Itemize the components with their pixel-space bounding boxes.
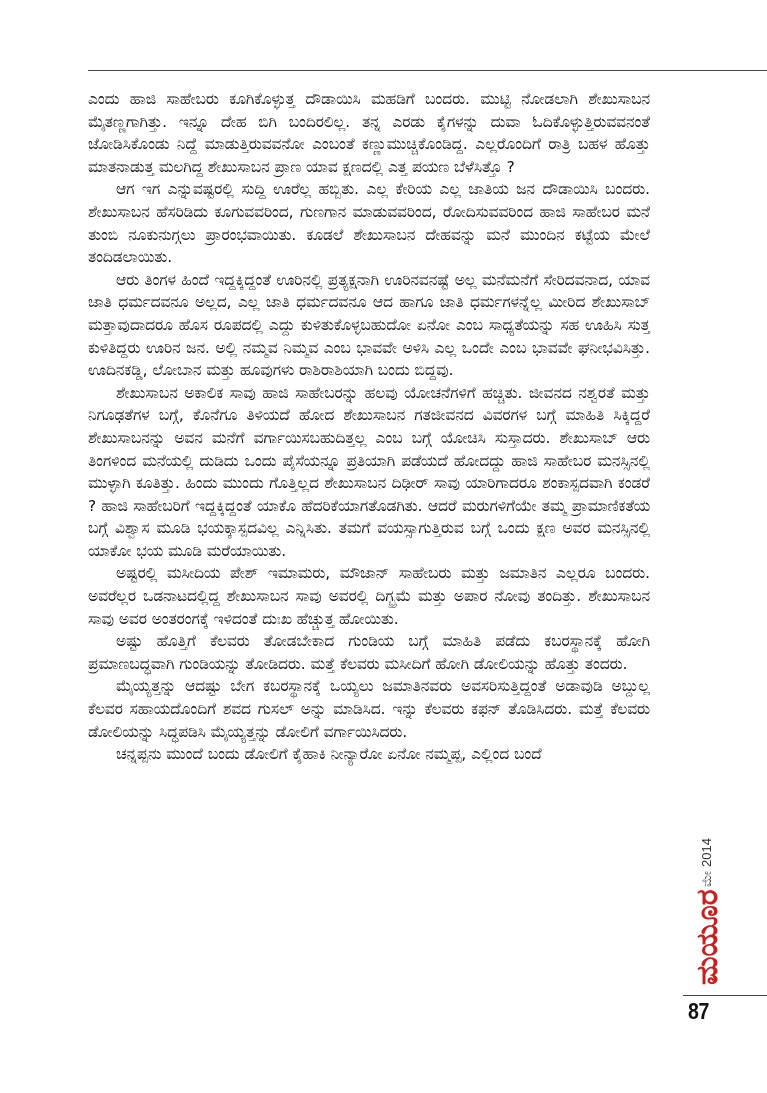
paragraph: ಆಗ ಇಗ ಎನ್ನುವಷ್ಟರಲ್ಲಿ ಸುದ್ದಿ ಊರೆಲ್ಲ ಹಬ್ಬಿತು. ಎಲ್ಲ ಕೇರಿಯ ಎಲ್ಲ ಜಾತಿಯ ಜನ ದೌಡಾಯಿಸಿ ಬಂದರು. ಶೇಖುಸಾಬನ ಹೆಸರಿಡಿದು ಕೂಗುವವರಿಂದ, ಗುಣಗಾನ ಮಾಡುವವರಿಂದ, ರೋದಿಸುವವರಿಂದ ಹಾಜಿ ಸಾಹೇಬರ ಮನೆ ತುಂಬಿ ನೂಕುನುಗ್ಗಲು ಪ್ರಾರಂಭವಾಯಿತು. ಕೂಡಲೆ ಶೇಖುಸಾಬನ ದೇಹವನ್ನು ಮನೆ ಮುಂದಿನ ಕಟ್ಟೆಯ ಮೇಲೆ ತಂದಿಡಲಾಯಿತು. xyxy=(88,180,650,267)
paragraph: ಆರು ತಿಂಗಳ ಹಿಂದೆ ಇದ್ದಕ್ಕಿದ್ದಂತೆ ಊರಿನಲ್ಲಿ ಪ್ರತ್ಯಕ್ಷನಾಗಿ ಊರಿನವನಷ್ಟೆ ಅಲ್ಲ ಮನೆಮನೆಗೆ ಸೇರಿದವನಾದ, ಯಾವ ಜಾತಿ ಧರ್ಮದವನೂ ಅಲ್ಲದ, ಎಲ್ಲ ಜಾತಿ ಧರ್ಮದವನೂ ಆದ ಹಾಗೂ ಜಾತಿ ಧರ್ಮಗಳನ್ನೆಲ್ಲ ಮೀರಿದ ಶೇಖುಸಾಬ್ ಮತ್ತಾವುದಾದರೂ ಹೊಸ ರೂಪದಲ್ಲಿ ಎದ್ದು ಕುಳಿತುಕೊಳ್ಳಬಹುದೋ ಏನೋ ಎಂಬ ಸಾಧ್ಯತೆಯನ್ನು ಸಹ ಊಹಿಸಿ ಸುತ್ತ ಕುಳಿತಿದ್ದರು ಊರಿನ ಜನ. ಅಲ್ಲಿ ನಮ್ಮವ ನಿಮ್ಮವ ಎಂಬ ಭಾವವೇ ಅಳಿಸಿ ಎಲ್ಲ ಒಂದೇ ಎಂಬ ಭಾವವೇ ಘನೀಭವಿಸಿತ್ತು. ಊದಿನಕಡ್ಡಿ, ಲೋಬಾನ ಮತ್ತು ಹೂವುಗಳು ರಾಶಿರಾಶಿಯಾಗಿ ಬಂದು ಬಿದ್ದವು. xyxy=(88,270,650,380)
paragraph: ಎಂದು ಹಾಜಿ ಸಾಹೇಬರು ಕೂಗಿಕೊಳ್ಳುತ್ತ ದೌಡಾಯಿಸಿ ಮಹಡಿಗೆ ಬಂದರು. ಮುಟ್ಟಿ ನೋಡಲಾಗಿ ಶೇಖುಸಾಬನ ಮೈತಣ್ಣಗಾಗಿತ್ತು. ಇನ್ನೂ ದೇಹ ಬಿಗಿ ಬಂದಿರಲಿಲ್ಲ. ತನ್ನ ಎರಡು ಕೈಗಳನ್ನು ದುವಾ ಓದಿಕೊಳ್ಳುತ್ತಿರುವವನಂತೆ ಜೋಡಿಸಿಕೊಂಡು ನಿದ್ದೆ ಮಾಡುತ್ತಿರುವವನೋ ಎಂಬಂತೆ ಕಣ್ಣುಮುಚ್ಚಿಕೊಂಡಿದ್ದ. ಎಲ್ಲರೊಂದಿಗೆ ರಾತ್ರಿ ಬಹಳ ಹೊತ್ತು ಮಾತನಾಡುತ್ತ ಮಲಗಿದ್ದ ಶೇಖುಸಾಬನ ಪ್ರಾಣ ಯಾವ ಕ್ಷಣದಲ್ಲಿ ಎತ್ತ ಪಯಣ ಬೆಳೆಸಿತ್ತೊ ? xyxy=(88,90,650,176)
masthead-logo: ಮಯೂರ xyxy=(690,889,725,985)
paragraph: ಅಷ್ಟರಲ್ಲಿ ಮಸೀದಿಯ ಪೇಶ್ ಇಮಾಮರು, ಮೌಜಾನ್ ಸಾಹೇಬರು ಮತ್ತು ಜಮಾತಿನ ಎಲ್ಲರೂ ಬಂದರು. ಅವರೆಲ್ಲರ ಒಡನಾಟದಲ್ಲಿದ್ದ ಶೇಖುಸಾಬನ ಸಾವು ಅವರಲ್ಲಿ ದಿಗ್ಭ್ರಮೆ ಮತ್ತು ಅಪಾರ ನೋವು ತಂದಿತ್ತು. ಶೇಖುಸಾಬನ ಸಾವು ಅವರ ಅಂತರಂಗಕ್ಕೆ ಇಳಿದಂತೆ ದುಃಖ ಹೆಚ್ಚುತ್ತ ಹೋಯಿತು. xyxy=(88,564,650,628)
magazine-side-label xyxy=(685,820,729,985)
page-number: 87 xyxy=(688,998,709,1024)
top-divider xyxy=(88,70,767,71)
paragraph: ಚನ್ನಪ್ಪನು ಮುಂದೆ ಬಂದು ಡೋಲಿಗೆ ಕೈಹಾಕಿ ನೀನ್ಯಾರೋ ಏನೋ ನಮ್ಮಪ್ಪ, ಎಲ್ಲಿಂದ ಬಂದೆ xyxy=(116,745,542,764)
issue-month: ಮೇ xyxy=(699,871,714,887)
paragraph: ಮೈಯ್ಯತ್ತನ್ನು ಆದಷ್ಟು ಬೇಗ ಕಬರಸ್ಥಾನಕ್ಕೆ ಒಯ್ಯಲು ಜಮಾತಿನವರು ಅವಸರಿಸುತ್ತಿದ್ದಂತೆ ಅಡಾವುಡಿ ಅಬ್ದುಲ್ಲ ಕೆಲವರ ಸಹಾಯದೊಂದಿಗೆ ಶವದ ಗುಸಲ್ ಅನ್ನು ಮಾಡಿಸಿದ. ಇನ್ನು ಕೆಲವರು ಕಫನ್ ತೊಡಿಸಿದರು. ಮತ್ತೆ ಕೆಲವರು ಡೋಲಿಯನ್ನು ಸಿದ್ಧಪಡಿಸಿ ಮೈಯ್ಯತ್ತನ್ನು ಡೋಲಿಗೆ ವರ್ಗಾಯಿಸಿದರು. xyxy=(88,677,650,741)
paragraph: ಶೇಖುಸಾಬನ ಅಕಾಲಿಕ ಸಾವು ಹಾಜಿ ಸಾಹೇಬರನ್ನು ಹಲವು ಯೋಚನೆಗಳಿಗೆ ಹಚ್ಚಿತು. ಜೀವನದ ನಶ್ವರತೆ ಮತ್ತು ನಿಗೂಢತೆಗಳ ಬಗ್ಗೆ, ಕೊನೆಗೂ ತಿಳಿಯದೆ ಹೋದ ಶೇಖುಸಾಬನ ಗತಜೀವನದ ವಿವರಗಳ ಬಗ್ಗೆ ಮಾಹಿತಿ ಸಿಕ್ಕಿದ್ದರೆ ಶೇಖುಸಾಬನನ್ನು ಅವನ ಮನೆಗೆ ವರ್ಗಾಯಿಸಬಹುದಿತ್ತಲ್ಲ ಎಂಬ ಬಗ್ಗೆ ಯೋಚಿಸಿ ಸುಸ್ತಾದರು. ಶೇಖುಸಾಬ್ ಆರು ತಿಂಗಳಿಂದ ಮನೆಯಲ್ಲಿ ದುಡಿದು ಒಂದು ಪೈಸೆಯನ್ನೂ ಪ್ರತಿಯಾಗಿ ಪಡೆಯದೆ ಹೋದದ್ದು ಹಾಜಿ ಸಾಹೇಬರ ಮನಸ್ಸಿನಲ್ಲಿ ಮುಳ್ಳಾಗಿ ಕೂತಿತ್ತು. ಹಿಂದು ಮುಂದು ಗೊತ್ತಿಲ್ಲದ ಶೇಖುಸಾಬನ ದಿಢೀರ್ ಸಾವು ಯಾರಿಗಾದರೂ ಶಂಕಾಸ್ಪದವಾಗಿ ಕಂಡರೆ ? ಹಾಜಿ ಸಾಹೇಬರಿಗೆ ಇದ್ದಕ್ಕಿದ್ದಂತೆ ಯಾಕೊ ಹೆದರಿಕೆಯಾಗತೊಡಗಿತು. ಆದರೆ ಮರುಗಳಿಗೆಯೇ ತಮ್ಮ ಪ್ರಾಮಾಣಿಕತೆಯ ಬಗ್ಗೆ ವಿಶ್ವಾಸ ಮೂಡಿ ಭಯಕ್ಕಾಸ್ಪದವಿಲ್ಲ ಎನ್ನಿಸಿತು. ತಮಗೆ ವಯಸ್ಸಾಗುತ್ತಿರುವ ಬಗ್ಗೆ ಒಂದು ಕ್ಷಣ ಅವರ ಮನಸ್ಸಿನಲ್ಲಿ ಯಾಕೋ ಭಯ ಮೂಡಿ ಮರೆಯಾಯಿತು. xyxy=(88,383,650,560)
paragraph: ಅಷ್ಟು ಹೊತ್ತಿಗೆ ಕೆಲವರು ತೋಡಬೇಕಾದ ಗುಂಡಿಯ ಬಗ್ಗೆ ಮಾಹಿತಿ ಪಡೆದು ಕಬರಸ್ಥಾನಕ್ಕೆ ಹೋಗಿ ಪ್ರಮಾಣಬದ್ಧವಾಗಿ ಗುಂಡಿಯನ್ನು ತೋಡಿದರು. ಮತ್ತೆ ಕೆಲವರು ಮಸೀದಿಗೆ ಹೋಗಿ ಡೋಲಿಯನ್ನು ಹೊತ್ತು ತಂದರು. xyxy=(88,632,650,673)
page-number-divider xyxy=(683,995,767,996)
side-label-graphic xyxy=(685,820,729,985)
issue-year: 2014 xyxy=(699,838,714,867)
article-body xyxy=(88,88,650,766)
